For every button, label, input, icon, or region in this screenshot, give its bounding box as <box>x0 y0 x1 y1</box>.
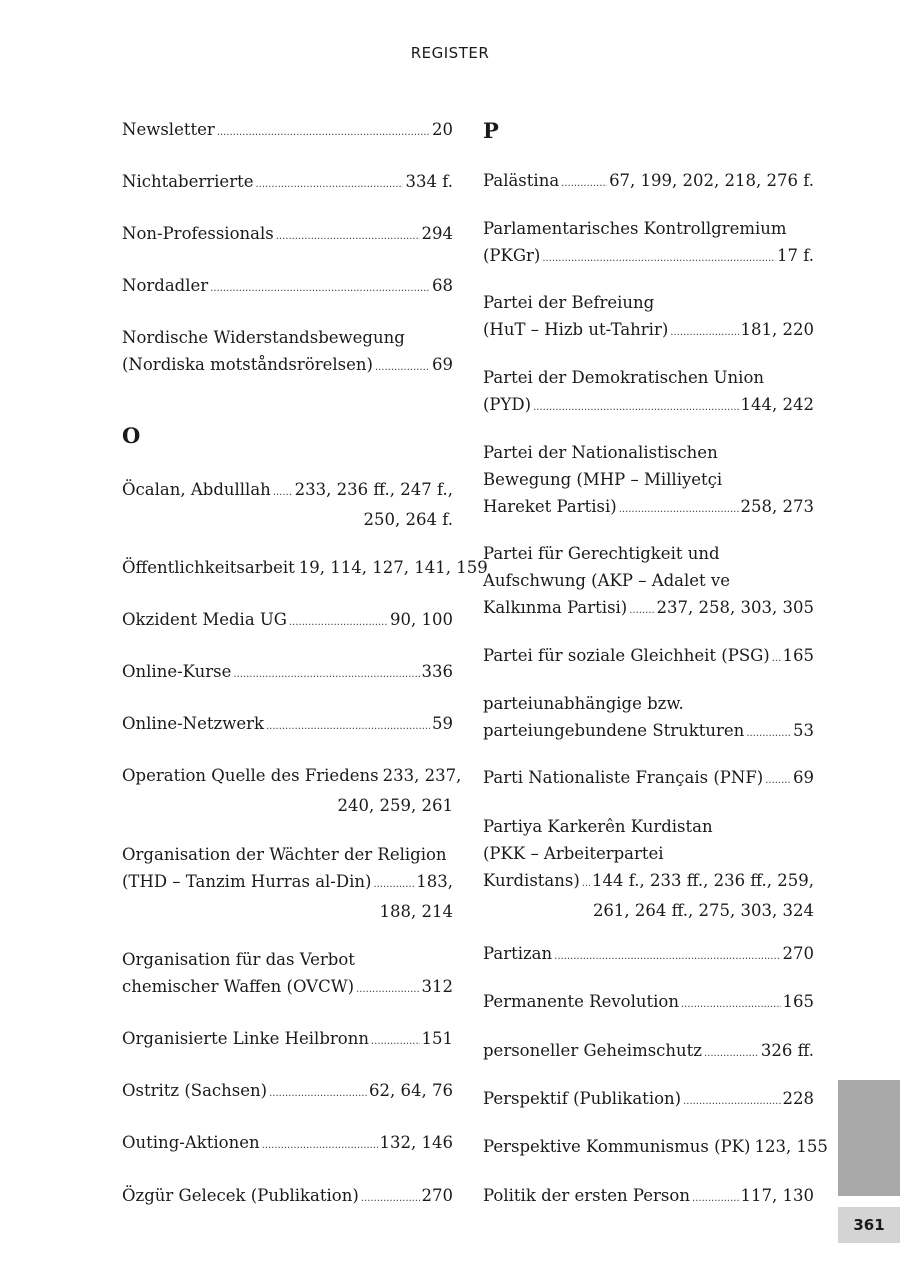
entry-term: Perspektif (Publikation) <box>483 1089 682 1108</box>
dot-leader <box>670 319 738 346</box>
index-entry <box>483 764 814 794</box>
dot-leader <box>704 1040 759 1067</box>
index-entry <box>483 364 814 421</box>
page-references: 312 <box>421 977 453 996</box>
entry-term: Kalkınma Partisi) <box>483 598 628 617</box>
page-references: 123, 155 <box>754 1137 828 1156</box>
page-references: 294 <box>421 224 453 243</box>
page-references-continued: 240, 259, 261 <box>337 796 453 815</box>
entry-line-with-pages <box>122 710 453 740</box>
page-references: 151 <box>421 1029 453 1048</box>
entry-term: chemischer Waffen (OVCW) <box>122 977 355 996</box>
page-references: 233, 236 ff., 247 f., <box>294 480 453 499</box>
page-references: 90, 100 <box>390 610 453 629</box>
dot-leader <box>582 870 590 897</box>
entry-line-with-pages <box>122 1182 453 1212</box>
entry-line-with-pages <box>483 988 814 1018</box>
page-references: 181, 220 <box>740 320 814 339</box>
page-references: 117, 130 <box>740 1186 814 1205</box>
dot-leader <box>289 609 388 636</box>
entry-line-with-pages <box>483 764 814 794</box>
index-entry <box>122 946 453 1003</box>
index-entry <box>122 1129 453 1159</box>
index-entry <box>483 215 814 272</box>
entry-term: Öffentlichkeitsarbeit <box>122 558 295 577</box>
page-references-continued: 188, 214 <box>379 902 453 921</box>
dot-leader <box>561 170 607 197</box>
entry-line-with-pages <box>122 168 453 198</box>
entry-term: (THD – Tanzim Hurras al-Din) <box>122 872 372 891</box>
entry-term: Parti Nationaliste Français (PNF) <box>483 768 764 787</box>
entry-term: (Nordiska motståndsrörelsen) <box>122 355 373 374</box>
page-references: 334 f. <box>405 172 453 191</box>
dot-leader <box>217 119 430 146</box>
index-entry <box>483 1133 828 1163</box>
dot-leader <box>681 991 781 1018</box>
dot-leader <box>683 1088 780 1115</box>
page-references: 233, 237, <box>382 766 462 785</box>
page-references: 165 <box>782 992 814 1011</box>
entry-term: Politik der ersten Person <box>483 1186 690 1205</box>
page-references: 67, 199, 202, 218, 276 f. <box>609 171 814 190</box>
entry-line-with-pages <box>122 1025 453 1055</box>
section-letter-heading: P <box>483 118 499 143</box>
entry-term-line: Organisation der Wächter der Religion <box>122 845 447 864</box>
entry-line-with-pages <box>122 868 453 898</box>
entry-term: Özgür Gelecek (Publikation) <box>122 1186 359 1205</box>
entry-term: Palästina <box>483 171 560 190</box>
page-references: 68 <box>432 276 453 295</box>
page-references: 228 <box>782 1089 814 1108</box>
index-entry <box>122 168 453 198</box>
entry-term: Nichtaberrierte <box>122 172 254 191</box>
entry-term: Operation Quelle des Friedens <box>122 766 379 785</box>
entry-line-with-pages <box>122 554 488 584</box>
index-entry <box>122 324 453 381</box>
running-head: REGISTER <box>410 44 490 62</box>
entry-line-with-pages <box>483 642 814 672</box>
index-entry <box>122 1182 453 1212</box>
dot-leader <box>356 976 419 1003</box>
dot-leader <box>629 597 654 624</box>
entry-term: parteiungebundene Strukturen <box>483 721 745 740</box>
index-entry <box>483 988 814 1018</box>
entry-line-with-pages <box>483 594 814 624</box>
dot-leader <box>276 223 420 250</box>
dot-leader <box>533 394 738 421</box>
page-references: 165 <box>782 646 814 665</box>
entry-term: Okzident Media UG <box>122 610 287 629</box>
index-entry <box>122 1077 453 1107</box>
index-entry <box>122 554 488 584</box>
index-entry <box>483 1037 814 1067</box>
entry-term: Online-Kurse <box>122 662 232 681</box>
entry-term: Non-Professionals <box>122 224 274 243</box>
page-references: 258, 273 <box>740 497 814 516</box>
entry-term: Newsletter <box>122 120 215 139</box>
entry-line-with-pages <box>122 116 453 146</box>
entry-line-with-pages <box>483 391 814 421</box>
index-entry <box>483 690 814 747</box>
entry-line-with-pages <box>122 351 453 381</box>
entry-term-line: Parlamentarisches Kontrollgremium <box>483 219 787 238</box>
entry-term-line: (PKK – Arbeiterpartei <box>483 844 664 863</box>
page-references: 20 <box>432 120 453 139</box>
entry-line-with-pages <box>483 242 814 272</box>
index-entry <box>483 439 814 523</box>
entry-line-with-pages <box>122 272 453 302</box>
page-references: 132, 146 <box>379 1133 453 1152</box>
entry-term-line: Organisation für das Verbot <box>122 950 355 969</box>
page-references: 237, 258, 303, 305 <box>656 598 814 617</box>
page-references: 270 <box>782 944 814 963</box>
entry-term-line: Partei für Gerechtigkeit und <box>483 544 720 563</box>
index-entry <box>122 116 453 146</box>
entry-term: Perspektive Kommunismus (PK) <box>483 1137 751 1156</box>
page-references: 270 <box>421 1186 453 1205</box>
index-entry <box>483 1182 814 1212</box>
dot-leader <box>255 171 403 198</box>
page-references: 17 f. <box>776 246 814 265</box>
page-references: 59 <box>432 714 453 733</box>
index-entry <box>483 940 814 970</box>
entry-line-with-pages <box>122 1077 453 1107</box>
index-entry <box>483 167 814 197</box>
index-entry <box>122 606 453 636</box>
entry-line-with-pages <box>483 940 814 970</box>
entry-line-with-pages <box>483 493 814 523</box>
index-entry <box>122 710 453 740</box>
page-references: 183, <box>416 872 453 891</box>
page-references: 69 <box>793 768 814 787</box>
entry-term-line: Partei der Demokratischen Union <box>483 368 765 387</box>
entry-term: Ostritz (Sachsen) <box>122 1081 268 1100</box>
page-references: 326 ff. <box>760 1041 814 1060</box>
entry-line-with-pages <box>122 658 453 688</box>
entry-term: Permanente Revolution <box>483 992 679 1011</box>
page-references: 144, 242 <box>740 395 814 414</box>
dot-leader <box>373 871 414 898</box>
dot-leader <box>542 245 775 272</box>
entry-line-with-pages <box>122 1129 453 1159</box>
entry-term-line: Partei der Befreiung <box>483 293 655 312</box>
dot-leader <box>210 275 430 302</box>
entry-term-line: Partiya Karkerên Kurdistan <box>483 817 713 836</box>
dot-leader <box>273 479 293 506</box>
dot-leader <box>619 496 739 523</box>
dot-leader <box>375 354 430 381</box>
dot-leader <box>262 1132 378 1159</box>
dot-leader <box>371 1028 420 1055</box>
index-entry <box>483 813 814 924</box>
chapter-thumb-tab <box>838 1080 900 1196</box>
entry-term: Partizan <box>483 944 553 963</box>
dot-leader <box>269 1080 367 1107</box>
dot-leader <box>692 1185 739 1212</box>
entry-term: Organisierte Linke Heilbronn <box>122 1029 369 1048</box>
entry-line-with-pages <box>122 762 462 792</box>
entry-term-line: Partei der Nationalistischen <box>483 443 718 462</box>
entry-line-with-pages <box>483 316 814 346</box>
index-entry <box>483 289 814 346</box>
dot-leader <box>233 661 419 688</box>
index-entry <box>483 540 814 624</box>
dot-leader <box>361 1185 420 1212</box>
dot-leader <box>765 767 791 794</box>
entry-term: (HuT – Hizb ut-Tahrir) <box>483 320 669 339</box>
entry-term: personeller Geheimschutz <box>483 1041 703 1060</box>
page-references: 62, 64, 76 <box>369 1081 453 1100</box>
entry-line-with-pages <box>483 717 814 747</box>
page-references: 144 f., 233 ff., 236 ff., 259, <box>592 871 814 890</box>
page-references: 19, 114, 127, 141, 159 <box>298 558 488 577</box>
entry-term: Online-Netzwerk <box>122 714 264 733</box>
page-references-continued: 261, 264 ff., 275, 303, 324 <box>592 901 814 920</box>
entry-term-line: Nordische Widerstandsbewegung <box>122 328 405 347</box>
entry-line-with-pages <box>483 1182 814 1212</box>
entry-term: Outing-Aktionen <box>122 1133 260 1152</box>
entry-line-with-pages <box>122 973 453 1003</box>
index-entry <box>483 1085 814 1115</box>
index-entry <box>122 476 453 533</box>
entry-line-with-pages <box>483 167 814 197</box>
index-entry <box>122 658 453 688</box>
entry-term: (PKGr) <box>483 246 541 265</box>
entry-line-with-pages <box>122 476 453 506</box>
entry-term-line: Bewegung (MHP – Milliyetçi <box>483 470 723 489</box>
page-number: 361 <box>838 1207 900 1243</box>
dot-leader <box>266 713 430 740</box>
entry-line-with-pages <box>483 1085 814 1115</box>
entry-line-with-pages <box>483 1037 814 1067</box>
dot-leader <box>746 720 791 747</box>
index-entry <box>122 1025 453 1055</box>
entry-term-line: Aufschwung (AKP – Adalet ve <box>483 571 731 590</box>
entry-term-line: parteiunabhängige bzw. <box>483 694 684 713</box>
entry-term: Öcalan, Abdulllah <box>122 480 271 499</box>
page-references: 336 <box>421 662 453 681</box>
index-entry <box>122 841 453 925</box>
index-entry <box>122 762 462 819</box>
entry-term: Kurdistans) <box>483 871 580 890</box>
index-entry <box>483 642 814 672</box>
dot-leader <box>554 943 780 970</box>
entry-line-with-pages <box>483 1133 828 1163</box>
page-references-continued: 250, 264 f. <box>363 510 453 529</box>
index-entry <box>122 220 453 250</box>
entry-term: (PYD) <box>483 395 532 414</box>
entry-term: Partei für soziale Gleichheit (PSG) <box>483 646 770 665</box>
entry-term: Hareket Partisi) <box>483 497 617 516</box>
index-entry <box>122 272 453 302</box>
entry-line-with-pages <box>122 220 453 250</box>
page-references: 69 <box>432 355 453 374</box>
section-letter-heading: O <box>122 423 141 448</box>
entry-term: Nordadler <box>122 276 209 295</box>
dot-leader <box>772 645 781 672</box>
entry-line-with-pages <box>483 867 814 897</box>
page-references: 53 <box>793 721 814 740</box>
entry-line-with-pages <box>122 606 453 636</box>
